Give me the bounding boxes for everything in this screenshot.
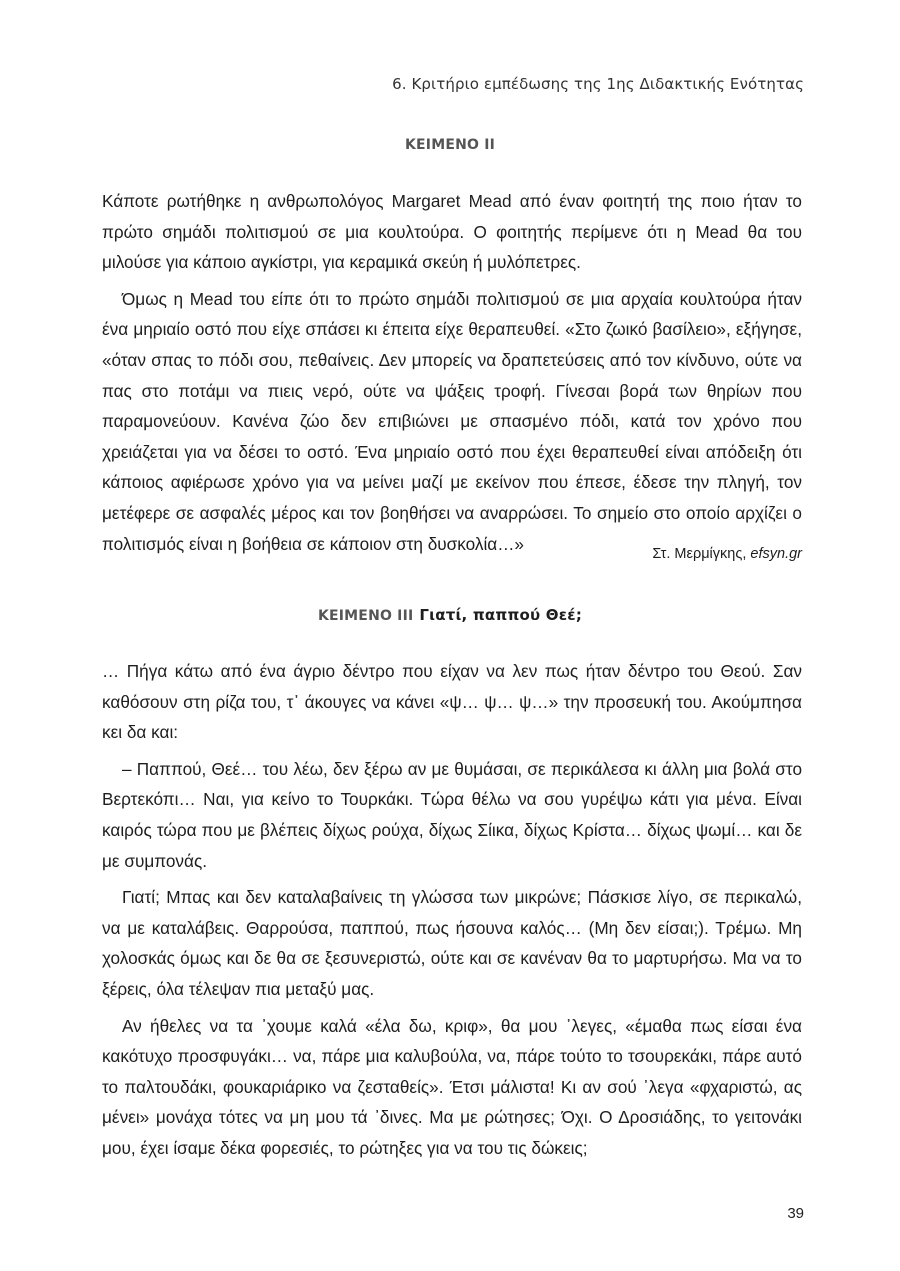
section-heading-text-3: [0, 606, 900, 624]
text-3-body: [102, 656, 802, 1170]
text-2-body: [102, 186, 802, 565]
running-header: 6. Κριτήριο εμπέδωσης της 1ης Διδακτικής Ενότητας: [392, 75, 804, 93]
source-site: efsyn.gr: [750, 546, 802, 562]
source-citation: [652, 546, 802, 562]
paragraph: Γιατί; Μπας και δεν καταλαβαίνεις τη γλώσσα των μικρώνε; Πάσκισε λίγο, σε περικαλώ, να με καταλάβεις. Θαρρούσα, παππού, πως ήσουνα καλός… (Μη δεν είσαι;). Τρέμω. Μη χολοσκάς όμως και δε θα σε ξεσυνεριστώ, ούτε και σε κανέναν θα το μαρτυρήσω. Μα να το ξέρεις, όλα τέλεψαν πια μεταξύ μας.: [102, 887, 802, 999]
paragraph: … Πήγα κάτω από ένα άγριο δέντρο που είχαν να λεν πως ήταν δέντρο του Θεού. Σαν καθόσουν στη ρίζα του, τ᾽ άκουγες να κάνει «ψ… ψ… ψ…» την προσευκή του. Ακούμπησα κει δα και:: [102, 661, 802, 743]
section-heading-label: ΚΕΙΜΕΝΟ ΙΙΙ: [317, 608, 414, 624]
section-title: Γιατί, παππού Θεέ;: [419, 606, 583, 624]
source-author: Στ. Μερμίγκης,: [652, 546, 747, 562]
page-number: 39: [787, 1205, 804, 1222]
paragraph: Αν ήθελες να τα ᾽χουμε καλά «έλα δω, κριφ», θα μου ᾽λεγες, «έμαθα πως είσαι ένα κακότυχο προσφυγάκι… να, πάρε μια καλυβούλα, να, πάρε τούτο το τσουρεκάκι, πάρε αυτό το παλτουδάκι, φουκαριάρικο να ζεσταθείς». Έτσι μάλιστα! Κι αν σού ᾽λεγα «φχαριστώ, ας μένει» μονάχα τότες να μη μου τά ᾽δινες. Μα με ρώτησες; Όχι. Ο Δροσιάδης, το γειτονάκι μου, έχει ίσαμε δέκα φορεσιές, το ρώτηξες για να του τις δώκεις;: [102, 1015, 802, 1158]
paragraph: – Παππού, Θεέ… του λέω, δεν ξέρω αν με θυμάσαι, σε περικάλεσα κι άλλη μια βολά στο Βερτεκόπι… Ναι, για κείνο το Τουρκάκι. Τώρα θέλω να σου γυρέψω κάτι για μένα. Είναι καιρός τώρα που με βλέπεις δίχως ρούχα, δίχως Σίικα, δίχως Κρίστα… δίχως ψωμί… και δε με συμπονάς.: [102, 758, 802, 871]
paragraph: Όμως η Mead του είπε ότι το πρώτο σημάδι πολιτισμού σε μια αρχαία κουλτούρα ήταν ένα μηριαίο οστό που είχε σπάσει κι έπειτα είχε θεραπευθεί. «Στο ζωικό βασίλειο», εξήγησε, «όταν σπας το πόδι σου, πεθαίνεις. Δεν μπορείς να δραπετεύσεις από τον κίνδυνο, ούτε να πας στο ποτάμι να πιεις νερό, ούτε να ψάξεις τροφή. Γίνεσαι βορά των θηρίων που παραμονεύουν. Κανένα ζώο δεν επιβιώνει με σπασμένο πόδι, κατά τον χρόνο που χρειάζεται για να δέσει το οστό. Ένα μηριαίο οστό που έχει θεραπευθεί είναι απόδειξη ότι κάποιος αφιέρωσε χρόνο για να μείνει μαζί με εκείνον που έπεσε, έδεσε την πληγή, τον μετέφερε σε ασφαλές μέρος και τον βοηθήσει να αναρρώσει. Το σημείο στο οποίο αρχίζει ο πολιτισμός είναι η βοήθεια σε κάποιον στη δυσκολία…»: [102, 288, 802, 554]
paragraph: Κάποτε ρωτήθηκε η ανθρωπολόγος Margaret Mead από έναν φοιτητή της ποιο ήταν το πρώτο σημάδι πολιτισμού σε μια κουλτούρα. Ο φοιτητής περίμενε ότι η Mead θα του μιλούσε για κάποιο αγκίστρι, για κεραμικά σκεύη ή μυλόπετρες.: [102, 191, 802, 273]
section-heading-text-2: ΚΕΙΜΕΝΟ ΙΙ: [404, 137, 496, 153]
